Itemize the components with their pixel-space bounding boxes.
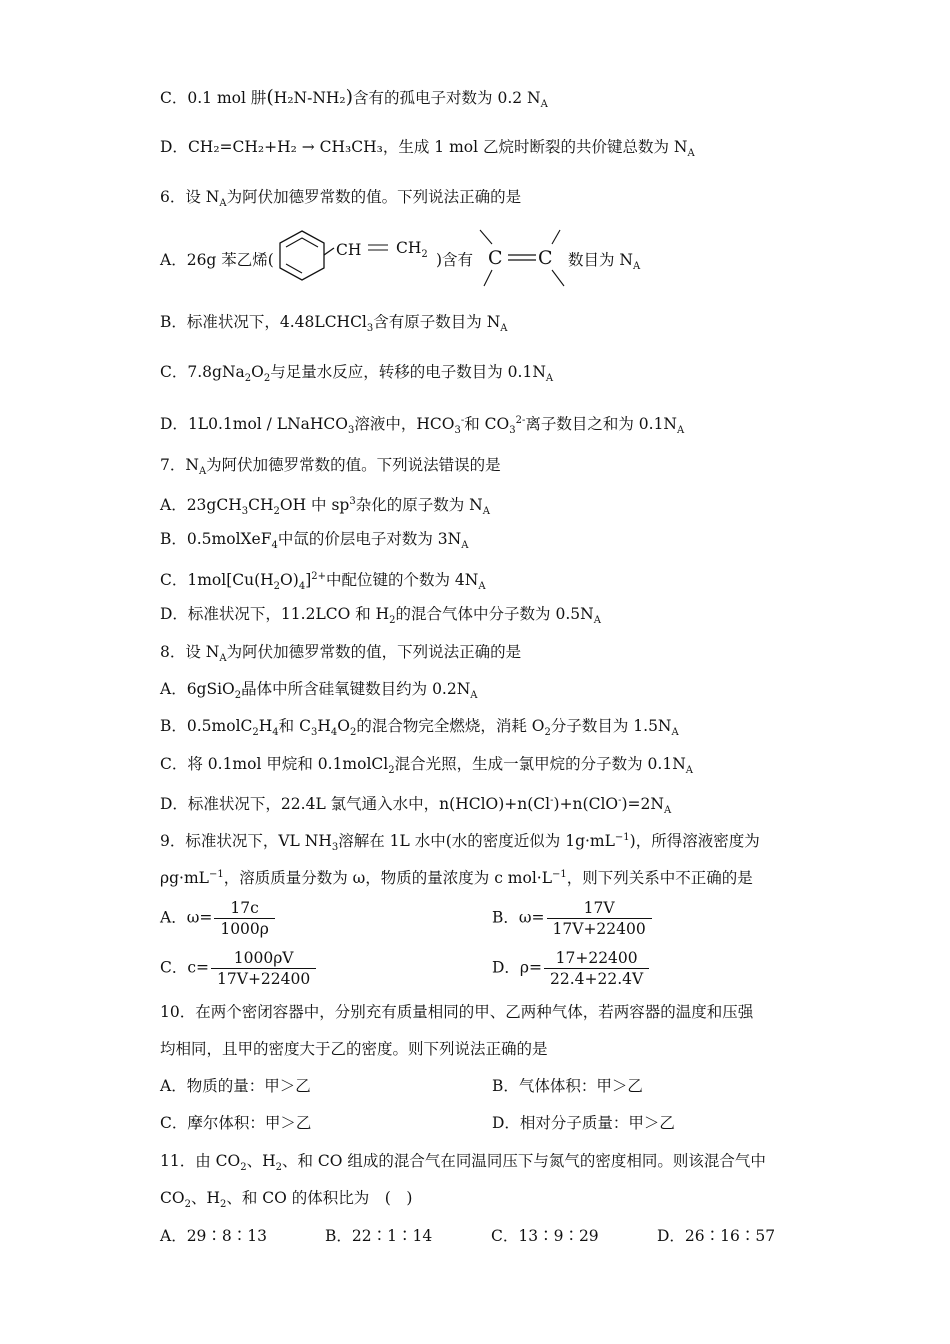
q9-stem-line2: $\rho g\cdot mL^{-1}$，溶质质量分数为 ω，物质的量浓度为 c $mol\cdot L^{-1}$，则下列关系中不正确的是 xyxy=(160,869,753,887)
q8-stem: 8．设 $N_A$为阿伏加德罗常数的值，下列说法正确的是 xyxy=(160,643,522,664)
fraction: $\frac{17+22400}{22.4+22.4V}$ xyxy=(544,948,649,989)
q7-option-b: B．0.5molXeF$_4$中氙的价层电子对数为 $3N_A$ xyxy=(160,530,469,551)
q11-stem-line1: 11．由 $CO_2$、$H_2$、和 CO 组成的混合气在同温同压下与氮气的密度相同。则该混合气中 xyxy=(160,1152,766,1173)
q7-stem: 7．$N_A$为阿伏加德罗常数的值。下列说法错误的是 xyxy=(160,456,501,477)
styrene-ch2: $CH_2$ xyxy=(396,239,428,260)
q10-option-a: A．物质的量：甲＞乙 xyxy=(160,1077,311,1095)
fraction: $\frac{17c}{1000\rho}$ xyxy=(214,898,275,939)
q11-option-b: B．22∶1∶14 xyxy=(325,1227,433,1245)
q10-stem-line1: 10．在两个密闭容器中，分别充有质量相同的甲、乙两种气体，若两容器的温度和压强 xyxy=(160,1003,754,1021)
q6-option-a-text2: )含有 xyxy=(436,251,474,269)
q6-option-b: B．标准状况下，4.48LCHCl$_3$含有原子数目为 $N_A$ xyxy=(160,313,508,334)
fraction: $\frac{17V}{17V+22400}$ xyxy=(547,898,652,939)
q8-option-a: A．6gSiO$_2$晶体中所含硅氧键数目约为 $0.2N_A$ xyxy=(160,680,478,701)
q9-option-b: B．ω= $\frac{17V}{17V+22400}$ xyxy=(492,898,652,939)
q7-option-d: D．标准状况下，11.2LCO 和 $H_2$的混合气体中分子数为 $0.5N_A$ xyxy=(160,605,601,626)
q11-stem-line2: $CO_2$、$H_2$、和 CO 的体积比为 ( ) xyxy=(160,1189,413,1210)
q10-option-c: C．摩尔体积：甲＞乙 xyxy=(160,1114,312,1132)
q10-option-d: D．相对分子质量：甲＞乙 xyxy=(492,1114,675,1132)
q8-option-c: C．将 0.1mol 甲烷和 0.1molCl$_2$混合光照，生成一氯甲烷的分子数为 $0.1N_A$ xyxy=(160,755,693,776)
q11-option-a: A．29∶8∶13 xyxy=(160,1227,268,1245)
q6-stem: 6．设 $N_A$为阿伏加德罗常数的值。下列说法正确的是 xyxy=(160,188,522,209)
fraction: $\frac{1000\rho V}{17V+22400}$ xyxy=(211,948,316,989)
q9-option-c: C．c= $\frac{1000\rho V}{17V+22400}$ xyxy=(160,948,316,989)
q8-option-d: D．标准状况下，22.4L 氯气通入水中，$n(HClO)+n(Cl^-)+n(ClO^-)=2N_A$ xyxy=(160,795,672,816)
q8-option-b: B．$0.5molC_2H_4$和 $C_3H_4O_2$的混合物完全燃烧，消耗 $O_2$分子数目为 $1.5N_A$ xyxy=(160,717,679,738)
q10-stem-line2: 均相同，且甲的密度大于乙的密度。则下列说法正确的是 xyxy=(160,1040,548,1058)
styrene-ch: CH xyxy=(336,241,362,259)
q7-option-a: A．$23gCH_3CH_2OH$ 中 $sp^3$杂化的原子数为 $N_A$ xyxy=(160,496,490,517)
alkene-c1: C xyxy=(488,247,503,269)
q5-option-d: D．CH₂=CH₂+H₂ → CH₃CH₃，生成 1 mol 乙烷时断裂的共价键总数为 $N_A$ xyxy=(160,138,695,159)
q6-option-a-text3: 数目为 $N_A$ xyxy=(568,251,641,272)
q11-option-d: D．26∶16∶57 xyxy=(657,1227,776,1245)
q9-stem-line1: 9．标准状况下，VL $NH_3$溶解在 1L 水中(水的密度近似为 $1g\cdot mL^{-1}$)，所得溶液密度为 xyxy=(160,832,760,853)
q9-option-a: A．ω= $\frac{17c}{1000\rho}$ xyxy=(160,898,275,939)
q9-option-d: D．ρ= $\frac{17+22400}{22.4+22.4V}$ xyxy=(492,948,649,989)
q7-option-c: C．$1mol[Cu(H_2O)_4]^{2+}$中配位键的个数为 $4N_A$ xyxy=(160,571,486,592)
q11-option-c: C．13∶9∶29 xyxy=(491,1227,599,1245)
q5-option-c: C．0.1 mol 肼(H₂N-NH₂)含有的孤电子对数为 0.2 $N_A$ xyxy=(160,86,548,110)
q6-option-c: C．$7.8gNa_2O_2$与足量水反应，转移的电子数目为 $0.1N_A$ xyxy=(160,363,554,384)
q6-option-d: D．1L0.1mol / LNaHCO$_3$溶液中，$HCO_3^-$和 $CO_3^{2-}$离子数目之和为 $0.1N_A$ xyxy=(160,415,685,436)
q10-option-b: B．气体体积：甲＞乙 xyxy=(492,1077,643,1095)
q6-option-a: A．26g 苯乙烯( xyxy=(160,251,274,269)
alkene-c2: C xyxy=(538,247,553,269)
